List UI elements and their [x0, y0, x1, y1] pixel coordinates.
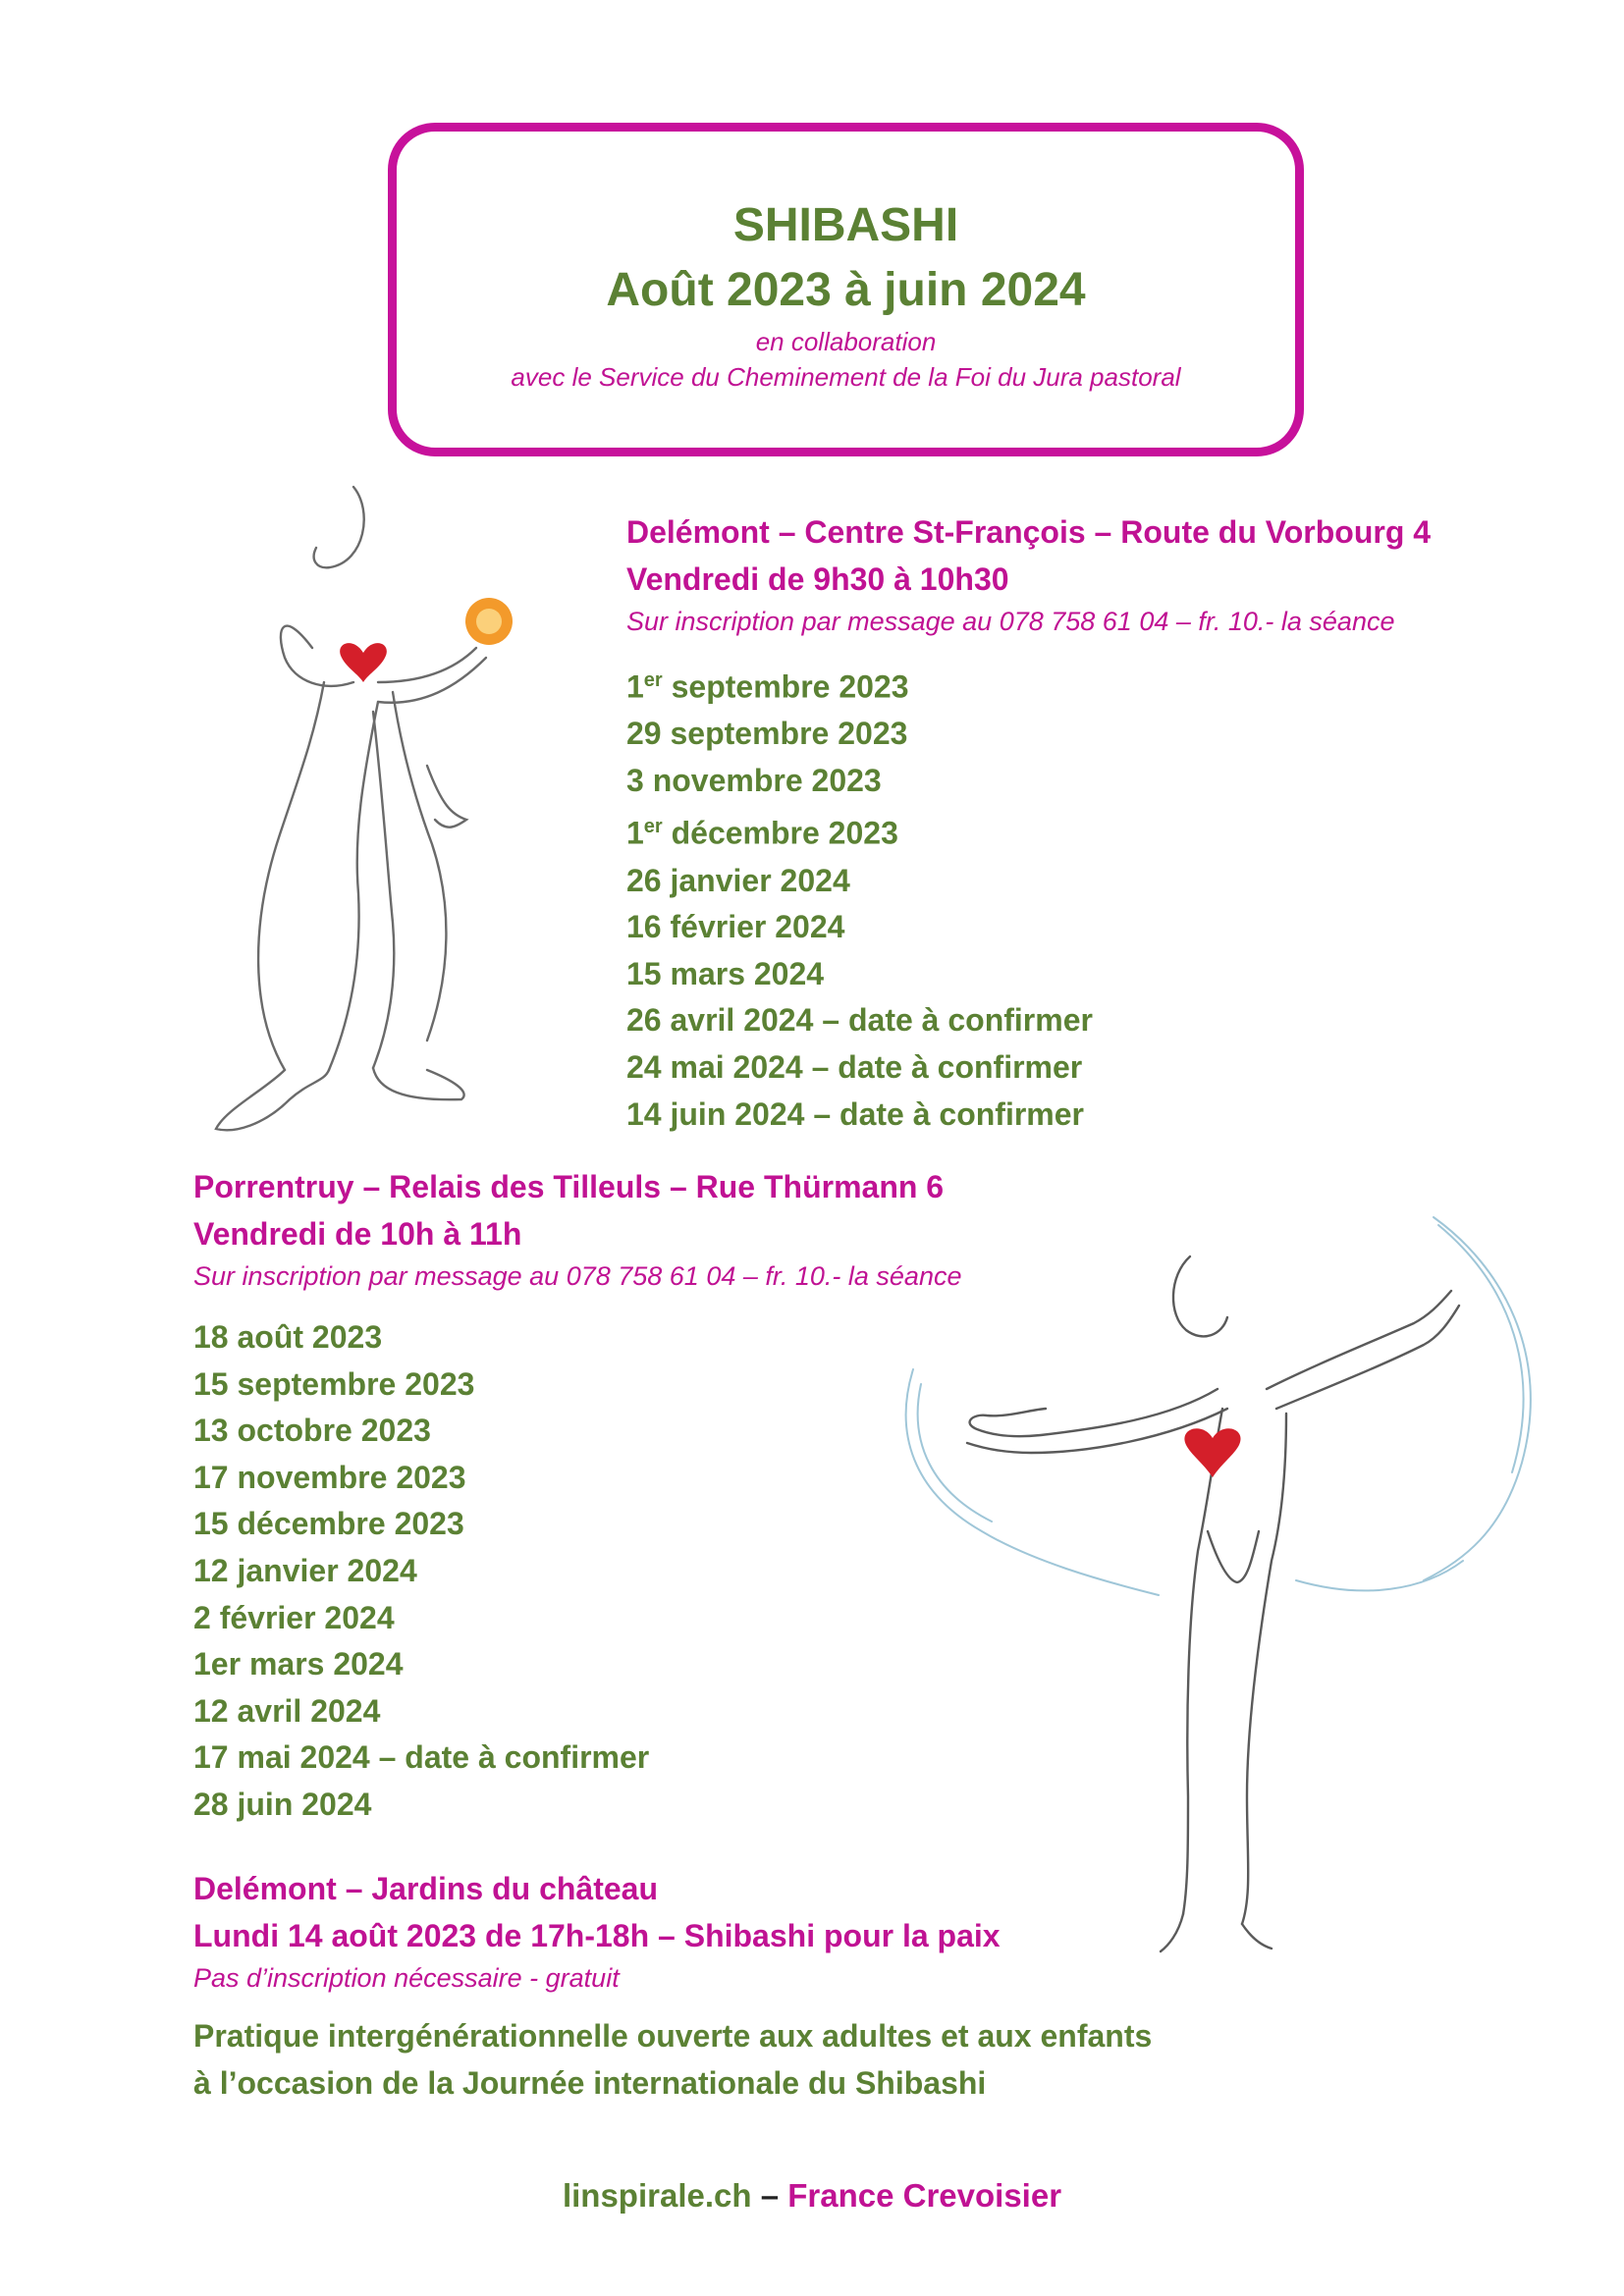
header-box	[388, 123, 1304, 456]
date-item: 24 mai 2024 – date à confirmer	[626, 1049, 1083, 1086]
footer-separator: –	[751, 2177, 788, 2214]
page-title: SHIBASHI	[732, 199, 959, 251]
section-porrentruy-location: Porrentruy – Relais des Tilleuls – Rue Thürmann 6	[193, 1169, 945, 1204]
footer	[0, 2177, 1624, 2215]
date-item: 2 février 2024	[193, 1599, 395, 1635]
date-item: 15 septembre 2023	[193, 1365, 475, 1402]
footer-site-link[interactable]: linspirale.ch	[562, 2177, 752, 2214]
date-item: 18 août 2023	[193, 1319, 383, 1355]
figure-orb-illustration	[206, 481, 560, 1148]
section-delemont	[626, 508, 1598, 1138]
date-item: 3 novembre 2023	[626, 762, 882, 798]
section-jardins-location: Delémont – Jardins du château	[193, 1871, 659, 1906]
section-delemont-location: Delémont – Centre St-François – Route du Vorbourg 4	[626, 514, 1432, 550]
section-jardins-desc-2: à l’occasion de la Journée internationale du Shibashi	[193, 2065, 987, 2101]
section-porrentruy	[193, 1163, 1156, 1829]
section-porrentruy-note: Sur inscription par message au 078 758 61 04 – fr. 10.- la séance	[193, 1261, 962, 1291]
date-item: 1er septembre 2023	[626, 668, 909, 705]
date-item: 12 janvier 2024	[193, 1552, 417, 1588]
section-delemont-dates	[626, 658, 1598, 1138]
date-item: 17 mai 2024 – date à confirmer	[193, 1739, 650, 1776]
date-item: 12 avril 2024	[193, 1692, 381, 1729]
date-item: 15 décembre 2023	[193, 1506, 464, 1542]
section-porrentruy-schedule: Vendredi de 10h à 11h	[193, 1216, 522, 1252]
footer-author: France Crevoisier	[787, 2177, 1062, 2214]
section-jardins-desc-1: Pratique intergénérationnelle ouverte aux adultes et aux enfants	[193, 2018, 1153, 2054]
date-item: 1er mars 2024	[193, 1646, 404, 1682]
collab-line-2: avec le Service du Cheminement de la Foi du Jura pastoral	[511, 362, 1181, 392]
page-subtitle: Août 2023 à juin 2024	[606, 264, 1086, 316]
date-item: 1er décembre 2023	[626, 816, 898, 852]
date-item: 13 octobre 2023	[193, 1413, 431, 1449]
section-jardins	[193, 1865, 1372, 2107]
date-item: 26 janvier 2024	[626, 862, 850, 898]
date-item: 17 novembre 2023	[193, 1459, 466, 1495]
section-delemont-schedule: Vendredi de 9h30 à 10h30	[626, 561, 1009, 597]
date-item: 16 février 2024	[626, 909, 845, 945]
date-item: 14 juin 2024 – date à confirmer	[626, 1095, 1084, 1132]
section-jardins-schedule: Lundi 14 août 2023 de 17h-18h – Shibashi pour la paix	[193, 1918, 1001, 1953]
section-jardins-note: Pas d’inscription nécessaire - gratuit	[193, 1963, 620, 1993]
date-item: 15 mars 2024	[626, 955, 825, 991]
date-item: 29 septembre 2023	[626, 716, 908, 752]
section-delemont-note: Sur inscription par message au 078 758 61 04 – fr. 10.- la séance	[626, 607, 1395, 636]
section-porrentruy-dates	[193, 1314, 1156, 1829]
date-item: 28 juin 2024	[193, 1786, 372, 1822]
date-item: 26 avril 2024 – date à confirmer	[626, 1002, 1093, 1039]
collab-line-1: en collaboration	[755, 327, 937, 356]
